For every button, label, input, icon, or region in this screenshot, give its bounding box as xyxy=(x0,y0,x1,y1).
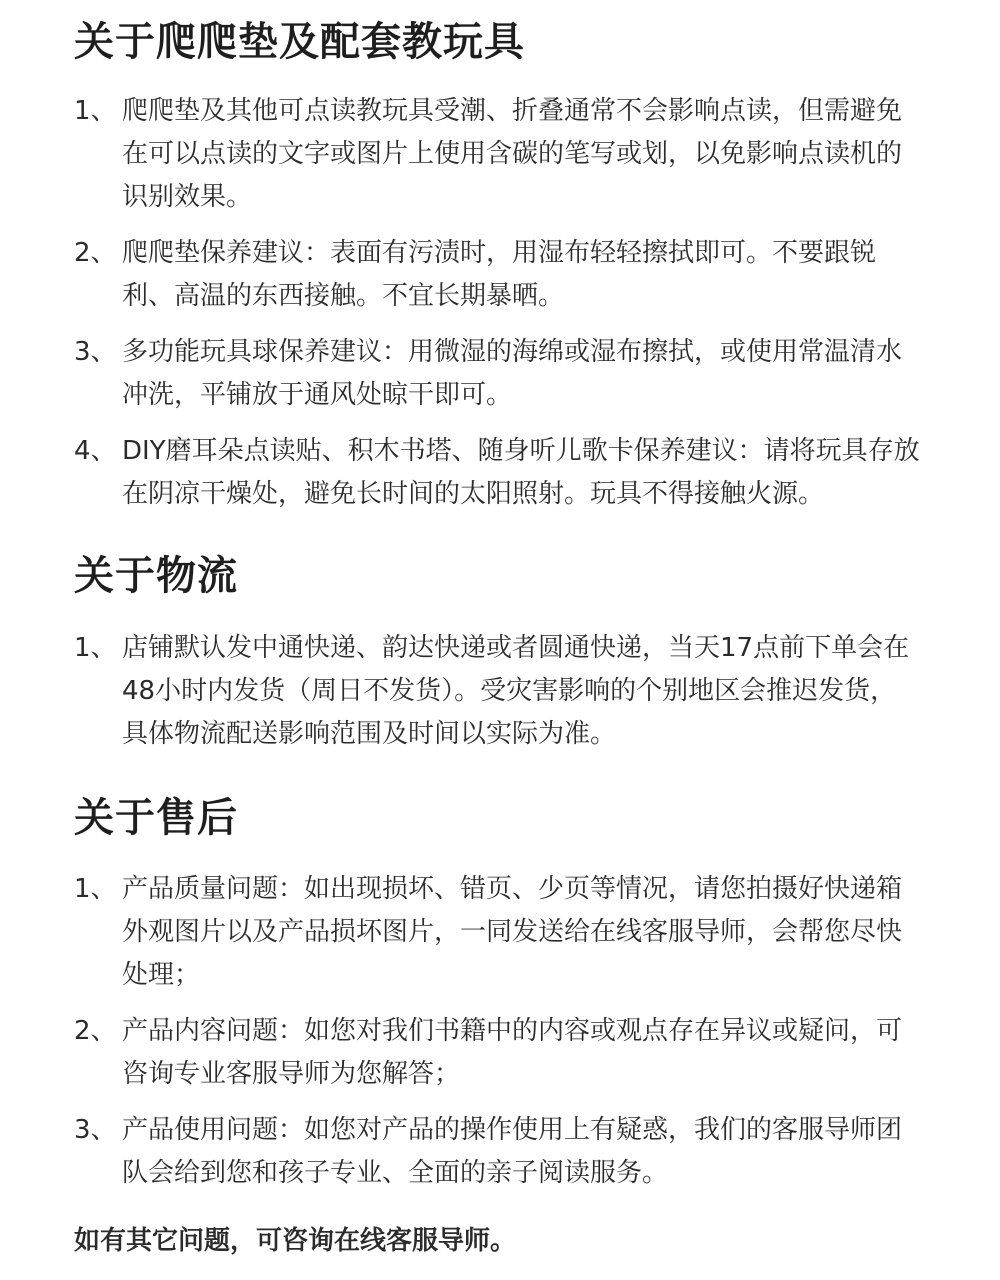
section-title: 关于物流 xyxy=(74,553,238,599)
list-item xyxy=(74,627,920,756)
item-number: 3、 xyxy=(74,1115,117,1145)
section-logistics xyxy=(74,550,920,756)
item-text: 产品使用问题：如您对产品的操作使用上有疑惑，我们的客服导师团队会给到您和孩子专业、全面的亲子阅读服务。 xyxy=(122,1115,903,1188)
list-item xyxy=(74,232,920,318)
item-number: 1、 xyxy=(74,633,117,663)
section-after-sales xyxy=(74,792,920,1195)
section-title: 关于售后 xyxy=(74,795,238,841)
item-text: 产品内容问题：如您对我们书籍中的内容或观点存在异议或疑问，可咨询专业客服导师为您解答； xyxy=(122,1016,903,1089)
item-number: 4、 xyxy=(74,436,117,466)
list-item xyxy=(74,868,920,997)
care-list xyxy=(74,90,920,516)
after-sales-list xyxy=(74,868,920,1195)
logistics-list xyxy=(74,627,920,756)
item-text: DIY磨耳朵点读贴、积木书塔、随身听儿歌卡保养建议：请将玩具存放在阴凉干燥处，避免长时间的太阳照射。玩具不得接触火源。 xyxy=(122,436,920,509)
item-number: 3、 xyxy=(74,337,117,367)
footer-note: 如有其它问题，可咨询在线客服导师。 xyxy=(74,1226,517,1256)
item-number: 1、 xyxy=(74,874,117,904)
list-item xyxy=(74,1010,920,1096)
list-item xyxy=(74,430,920,516)
list-item xyxy=(74,331,920,417)
item-text: 产品质量问题：如出现损坏、错页、少页等情况，请您拍摄好快递箱外观图片以及产品损坏图片，一同发送给在线客服导师，会帮您尽快处理； xyxy=(122,874,903,990)
list-item xyxy=(74,90,920,219)
section-title: 关于爬爬垫及配套教玩具 xyxy=(74,19,525,65)
section-crawling-mat-care xyxy=(74,16,920,516)
item-number: 1、 xyxy=(74,96,117,126)
item-number: 2、 xyxy=(74,1016,117,1046)
list-item xyxy=(74,1109,920,1195)
item-text: 爬爬垫保养建议：表面有污渍时，用湿布轻轻擦拭即可。不要跟锐利、高温的东西接触。不宜长期暴晒。 xyxy=(122,238,877,311)
item-text: 店铺默认发中通快递、韵达快递或者圆通快递，当天17点前下单会在48小时内发货（周日不发货）。受灾害影响的个别地区会推迟发货，具体物流配送影响范围及时间以实际为准。 xyxy=(122,633,910,749)
item-number: 2、 xyxy=(74,238,117,268)
item-text: 爬爬垫及其他可点读教玩具受潮、折叠通常不会影响点读，但需避免在可以点读的文字或图片上使用含碳的笔写或划，以免影响点读机的识别效果。 xyxy=(122,96,903,212)
item-text: 多功能玩具球保养建议：用微湿的海绵或湿布擦拭，或使用常温清水冲洗，平铺放于通风处晾干即可。 xyxy=(122,337,903,410)
